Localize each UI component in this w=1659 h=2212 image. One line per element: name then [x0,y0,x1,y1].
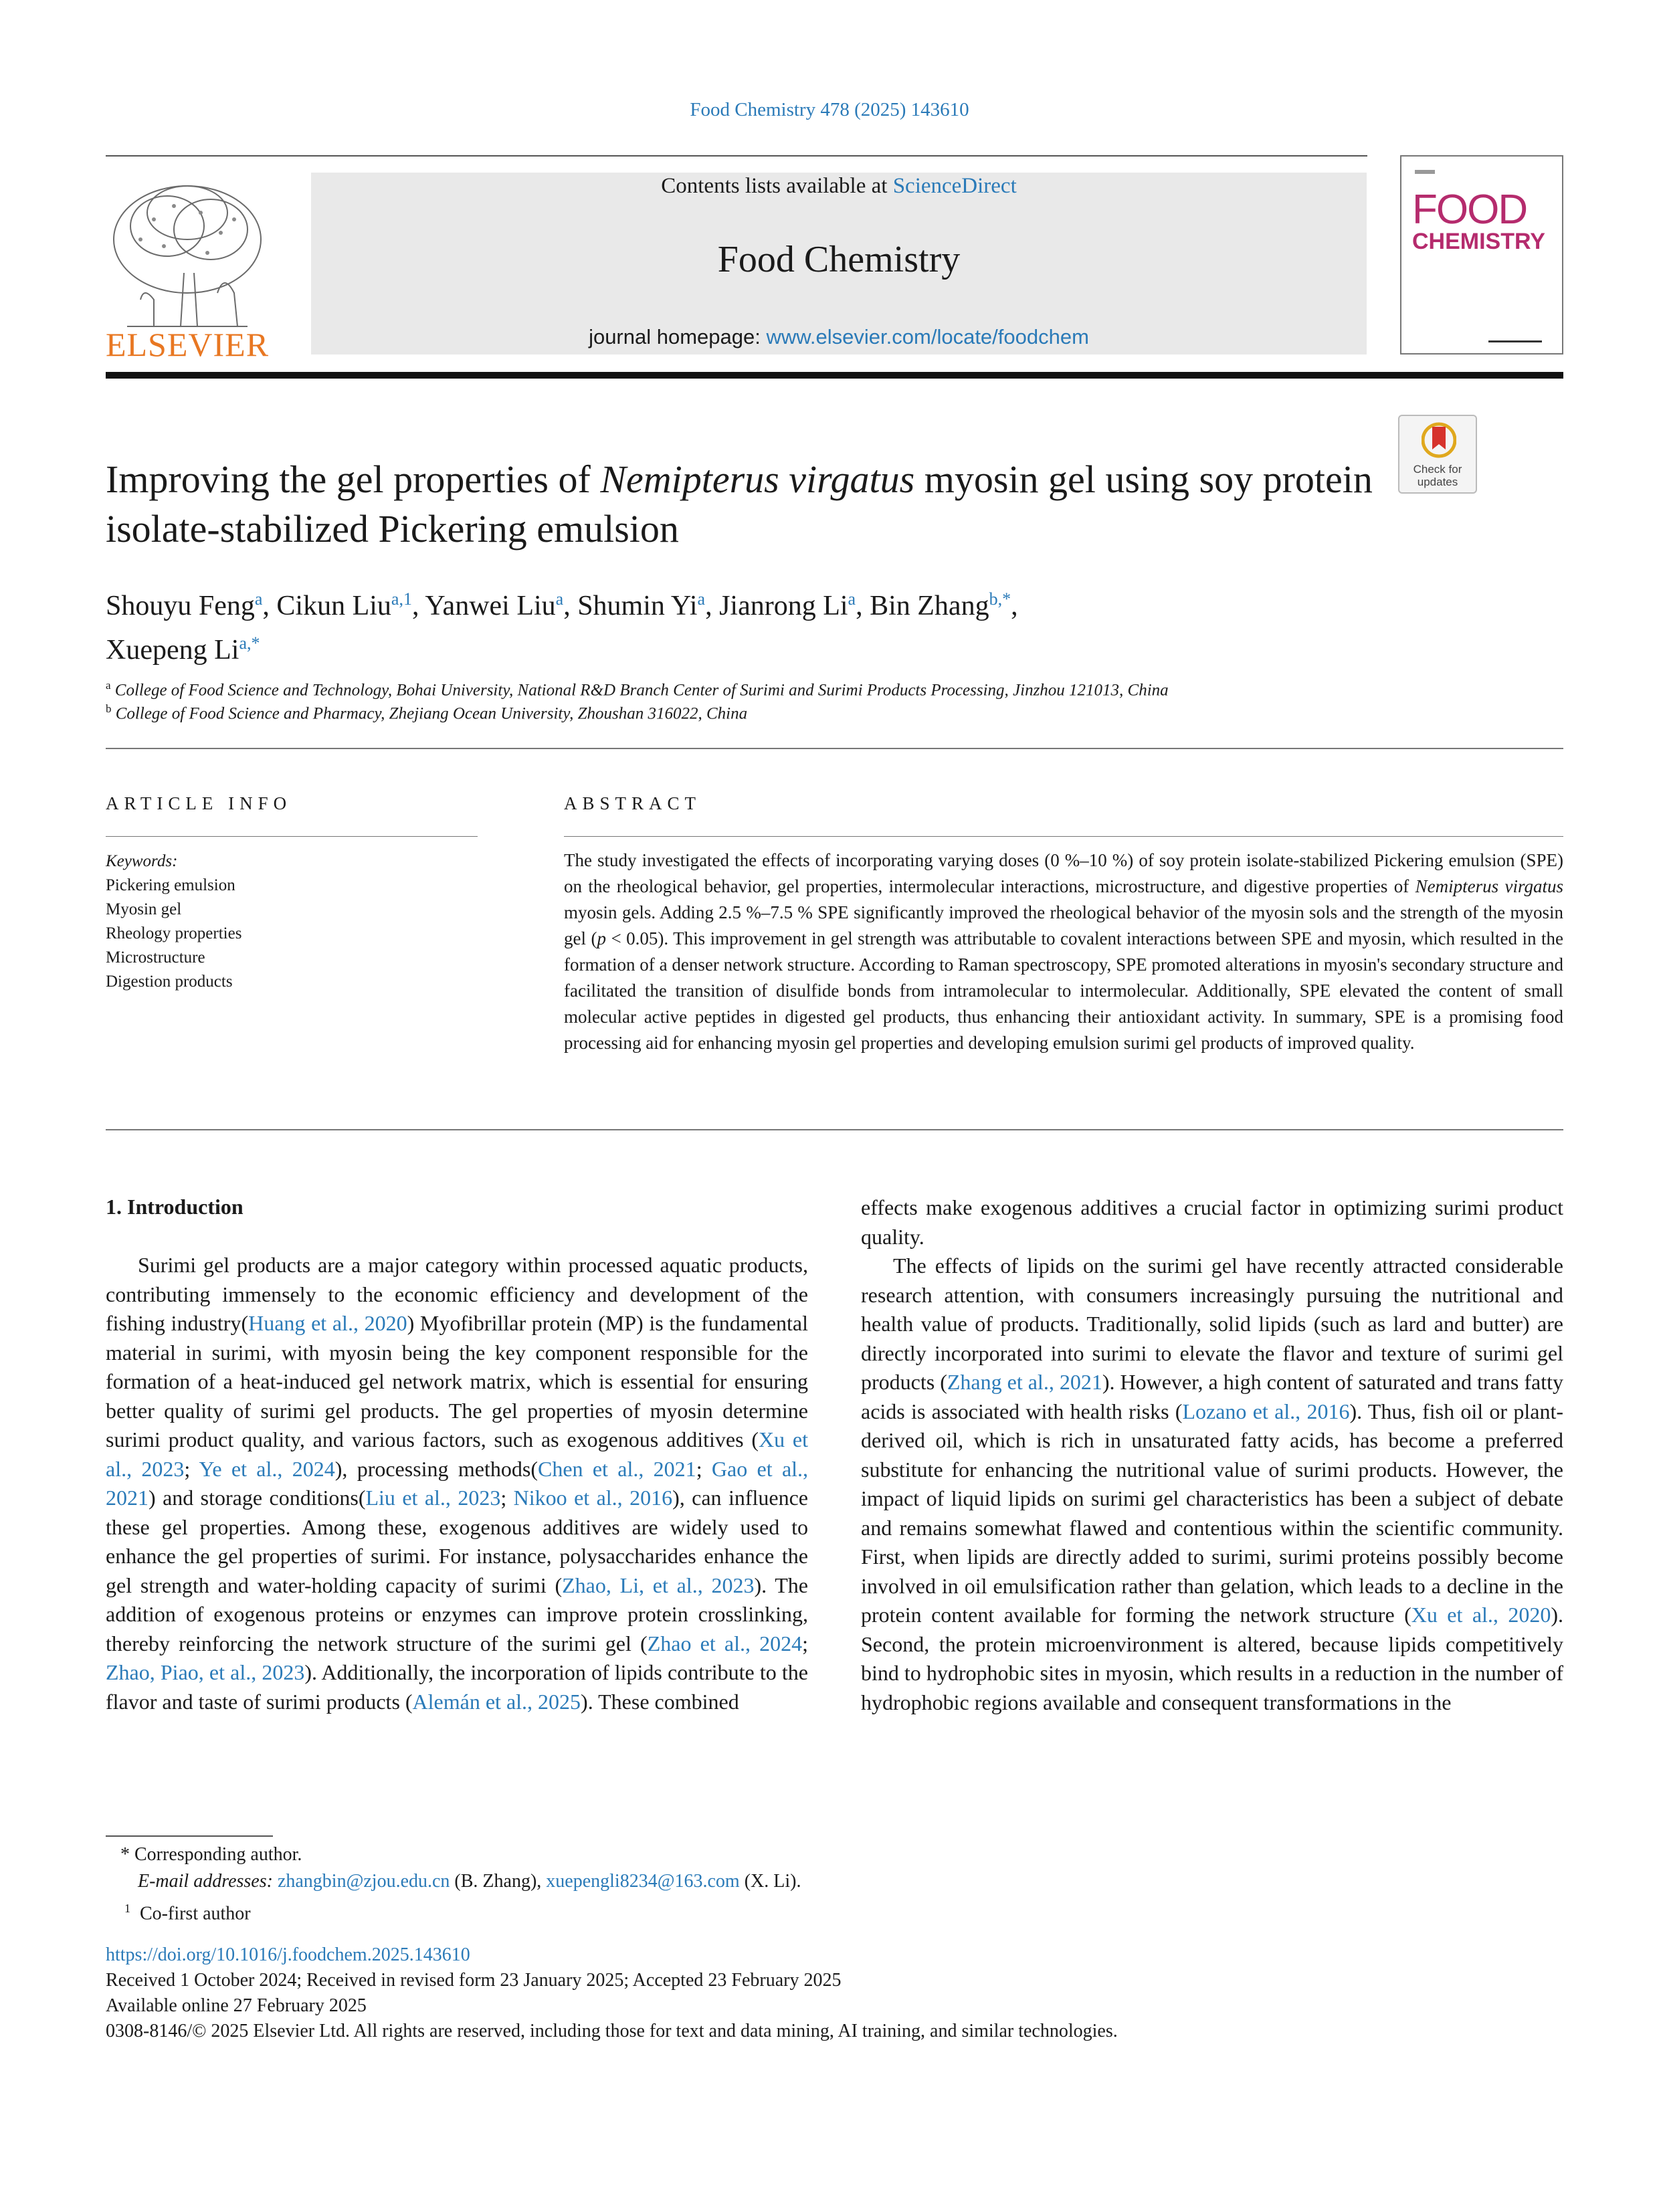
citation-link[interactable]: Xu et al., 2023 [106,1427,809,1481]
citation-link[interactable]: Gao et al., 2021 [106,1456,809,1510]
author-sup[interactable]: a,1 [391,589,412,609]
header-thick-rule [106,372,1563,379]
journal-citation[interactable]: Food Chemistry 478 (2025) 143610 [690,99,969,120]
author-sup[interactable]: a [254,589,263,609]
cofirst-text: Co-first author [140,1903,251,1924]
cover-mark [1415,170,1435,174]
author-sup[interactable]: a [555,589,564,609]
article-info-heading: ARTICLE INFO [106,793,292,813]
cover-title-chemistry: CHEMISTRY [1412,229,1545,254]
homepage-link[interactable]: www.elsevier.com/locate/foodchem [766,325,1089,348]
sciencedirect-link[interactable]: ScienceDirect [892,174,1017,198]
doi-anchor[interactable]: https://doi.org/10.1016/j.foodchem.2025.143610 [106,1944,470,1965]
paragraph-text: ). However, a high content of saturated and trans fatty acids is associated with health risks ( [861,1370,1564,1423]
citation-link[interactable]: Lozano et al., 2016 [1182,1399,1350,1423]
citation-link[interactable]: Nikoo et al., 2016 [513,1486,673,1510]
cover-title-food: FOOD [1412,187,1527,233]
check-for-updates-badge[interactable] [1398,415,1477,494]
title-part2: myosin gel using soy protein isolate-stabilized Pickering emulsion [106,458,1373,550]
email-link[interactable]: zhangbin@zjou.edu.cn [277,1871,450,1892]
author-sup[interactable]: a [697,589,706,609]
keyword: Myosin gel [106,900,182,918]
abstract-text [564,847,1563,1056]
affiliation-text: College of Food Science and Technology, Bohai University, National R&D Branch Center of Surimi and Surimi Products Processing, Jinzhou 121013, China [114,681,1169,700]
email-owner: (B. Zhang), [450,1871,547,1892]
affiliation [106,679,1510,700]
paragraph-text: ) and storage conditions( [149,1486,366,1510]
abstract-heading: ABSTRACT [564,793,702,813]
citation-link[interactable]: Huang et al., 2020 [248,1311,407,1335]
homepage-prefix: journal homepage: [589,325,767,348]
intro-paragraph-continued: effects make exogenous additives a crucial factor in optimizing surimi product quality. [861,1195,1563,1249]
author[interactable]: Bin Zhang [870,591,989,621]
footnote-corresponding: * Corresponding author. [120,1844,302,1865]
paragraph-text: ). These combined [581,1689,739,1714]
affiliation [106,702,1510,723]
footnote-emails [138,1869,1543,1894]
author[interactable]: Jianrong Li [719,591,848,621]
abstract-rule [564,836,1563,837]
paragraph-text: Surimi gel products are a major category within processed aquatic products, contributing immensely to the economic efficiency and development of the fishing industry( [106,1253,808,1335]
abstract-part: The study investigated the effects of incorporating varying doses (0 %–10 %) of soy protein isolate-stabilized Pickering emulsion (SPE) on the rheological behavior, gel properties, intermolecular interactions, microstructure, and digestive properties of [564,850,1563,896]
keywords-label: Keywords: [106,852,178,870]
citation-link[interactable]: Chen et al., 2021 [537,1456,696,1481]
keyword: Digestion products [106,973,233,991]
citation-link[interactable]: Zhao, Li, et al., 2023 [562,1573,755,1597]
citation-link[interactable]: Alemán et al., 2025 [412,1689,581,1714]
affiliation-sup: b [106,702,112,715]
received-dates: Received 1 October 2024; Received in revised form 23 January 2025; Accepted 23 February 2025 [106,1970,842,1991]
abstract-bottom-rule [106,1129,1563,1130]
contents-prefix: Contents lists available at [661,174,893,198]
author[interactable]: Shouyu Feng [106,591,255,621]
paragraph-text: ; [500,1486,514,1510]
keyword: Microstructure [106,948,205,967]
right-column [861,1193,1563,1717]
abstract-part: myosin gels. Adding 2.5 %–7.5 % SPE significantly improved the rheological behavior of the myosin sols and the strength of the myosin gel ( [564,902,1563,948]
citation-link[interactable]: Ye et al., 2024 [199,1456,335,1481]
paragraph-text: ), can influence these gel properties. Among these, exogenous additives are widely used to enhance the gel properties of surimi. For instance, polysaccharides enhance the gel strength and water-holding capacity of surimi ( [106,1486,809,1597]
abstract-part: < 0.05). This improvement in gel strength was attributable to covalent interactions between SPE and myosin, which resulted in the formation of a denser network structure. According to Raman spectroscopy, SPE promoted alterations in myosin's secondary structure and facilitated the transition of disulfide bonds from intramolecular to intermolecular. Additionally, SPE elevated the content of small molecular active peptides in digested gel products, thus enhancing their antioxidant activity. In summary, SPE is a promising food processing aid for enhancing myosin gel properties and developing emulsion surimi gel products of improved quality. [564,928,1563,1053]
cover-footer-mark [1488,340,1542,342]
author-list: Shouyu Feng$^a$, Cikun Liu$^{a,1}$, Yanwei Liu$^a$, Shumin Yi$^a$, Jianrong Li$^a$, Bin Zhang$^{b,*}$, Xuepeng $Li^{a,*}$ [106,589,1018,666]
paragraph-text: The effects of lipids on the surimi gel have recently attracted considerable research attention, with consumers increasingly pursuing the nutritional and health value of products. Traditionally, solid lipids (such as lard and butter) are directly incorporated into surimi to elevate the flavor and texture of surimi gel products ( [861,1253,1563,1394]
bookmark-icon [1422,421,1456,460]
introduction-heading: 1. Introduction [106,1195,243,1219]
author[interactable]: Shumin Yi [577,591,698,621]
article-info-rule [106,836,478,837]
paragraph-text: ). Thus, fish oil or plant-derived oil, which is rich in unsaturated fatty acids, has become a preferred substitute for enhancing the nutritional value of surimi products. However, the impact of liquid lipids on surimi gel characteristics has been a subject of debate and remains somewhat flawed and contentious within the scientific community. First, when lipids are directly added to surimi, surimi proteins possibly become involved in oil emulsification rather than gelation, which leads to a decline in the protein content available for forming the network structure ( [861,1399,1564,1627]
footnote-rule [106,1835,273,1837]
author-sup[interactable]: a [848,589,856,609]
journal-name: Food Chemistry [717,239,961,280]
affiliation-rule [106,748,1563,749]
paragraph-text: ; [696,1456,712,1481]
paragraph-text: ; [802,1631,808,1655]
paragraph-text: ) Myofibrillar protein (MP) is the fundamental material in surimi, with myosin being the key component responsible for the formation of a heat-induced gel network matrix, which is essential for ensuring better quality of surimi gel products. The gel properties of myosin determine surimi product quality, and various factors, such as exogenous additives ( [106,1311,809,1451]
journal-cover-thumbnail[interactable] [1400,155,1563,355]
citation-link[interactable]: Zhao et al., 2024 [647,1631,803,1655]
homepage-line [311,325,1367,349]
email-owner: (X. Li). [739,1871,801,1892]
author[interactable]: Cikun Liu [276,591,391,621]
title-species: Nemipterus virgatus [600,458,915,501]
paragraph-text: ). Additionally, the incorporation of lipids contribute to the flavor and taste of surimi products ( [106,1660,809,1714]
available-online: Available online 27 February 2025 [106,1995,367,2016]
author[interactable]: Yanwei Liu [425,591,556,621]
citation-link[interactable]: Zhang et al., 2021 [947,1370,1102,1394]
citation-link[interactable]: Liu et al., 2023 [365,1486,501,1510]
intro-paragraph-1 [106,1251,808,1716]
elsevier-wordmark[interactable]: ELSEVIER [105,326,270,363]
author-sup[interactable]: b,* [989,589,1011,609]
abstract-species: Nemipterus virgatus [1415,876,1563,896]
abstract-p-symbol: p [597,928,606,948]
doi-link[interactable] [106,1942,1510,1968]
affiliation-text: College of Food Science and Pharmacy, Zhejiang Ocean University, Zhoushan 316022, China [115,704,748,723]
email-link[interactable]: xuepengli8234@163.com [546,1871,740,1892]
title-part1: Improving the gel properties of [106,458,601,501]
article-title [106,455,1377,554]
paragraph-text: ), processing methods( [334,1456,538,1481]
cofirst-sup: 1 [124,1902,130,1915]
contents-line [311,174,1367,199]
author[interactable]: Xuepeng Li [106,635,239,666]
intro-paragraph-2 [861,1251,1563,1717]
header-rule [106,155,1367,157]
affiliation-sup: a [106,679,111,692]
keyword: Rheology properties [106,924,242,942]
check-updates-label: Check for updates [1413,463,1462,488]
email-label: E-mail addresses: [138,1871,273,1892]
journal-banner [311,173,1367,355]
paragraph-text: ). Second, the protein microenvironment is altered, because lipids competitively bind to hydrophobic sites in myosin, which results in a reduction in the number of hydrophobic regions available and consequent transformations in the [861,1603,1564,1714]
paragraph-text: ). The addition of exogenous proteins or enzymes can improve protein crosslinking, thereby reinforcing the network structure of the surimi gel ( [106,1573,809,1655]
citation-link[interactable]: Zhao, Piao, et al., 2023 [106,1660,305,1684]
citation-link[interactable]: Xu et al., 2020 [1411,1603,1551,1627]
copyright-line: 0308-8146/© 2025 Elsevier Ltd. All rights are reserved, including those for text and data mining, AI training, and similar technologies. [106,2021,1118,2041]
left-column [106,1251,808,1716]
paragraph-text: ; [184,1456,199,1481]
footnote-cofirst [124,1896,1529,1926]
keywords-block [106,849,480,994]
keyword: Pickering emulsion [106,876,235,894]
author-sup[interactable]: a,* [239,633,260,653]
